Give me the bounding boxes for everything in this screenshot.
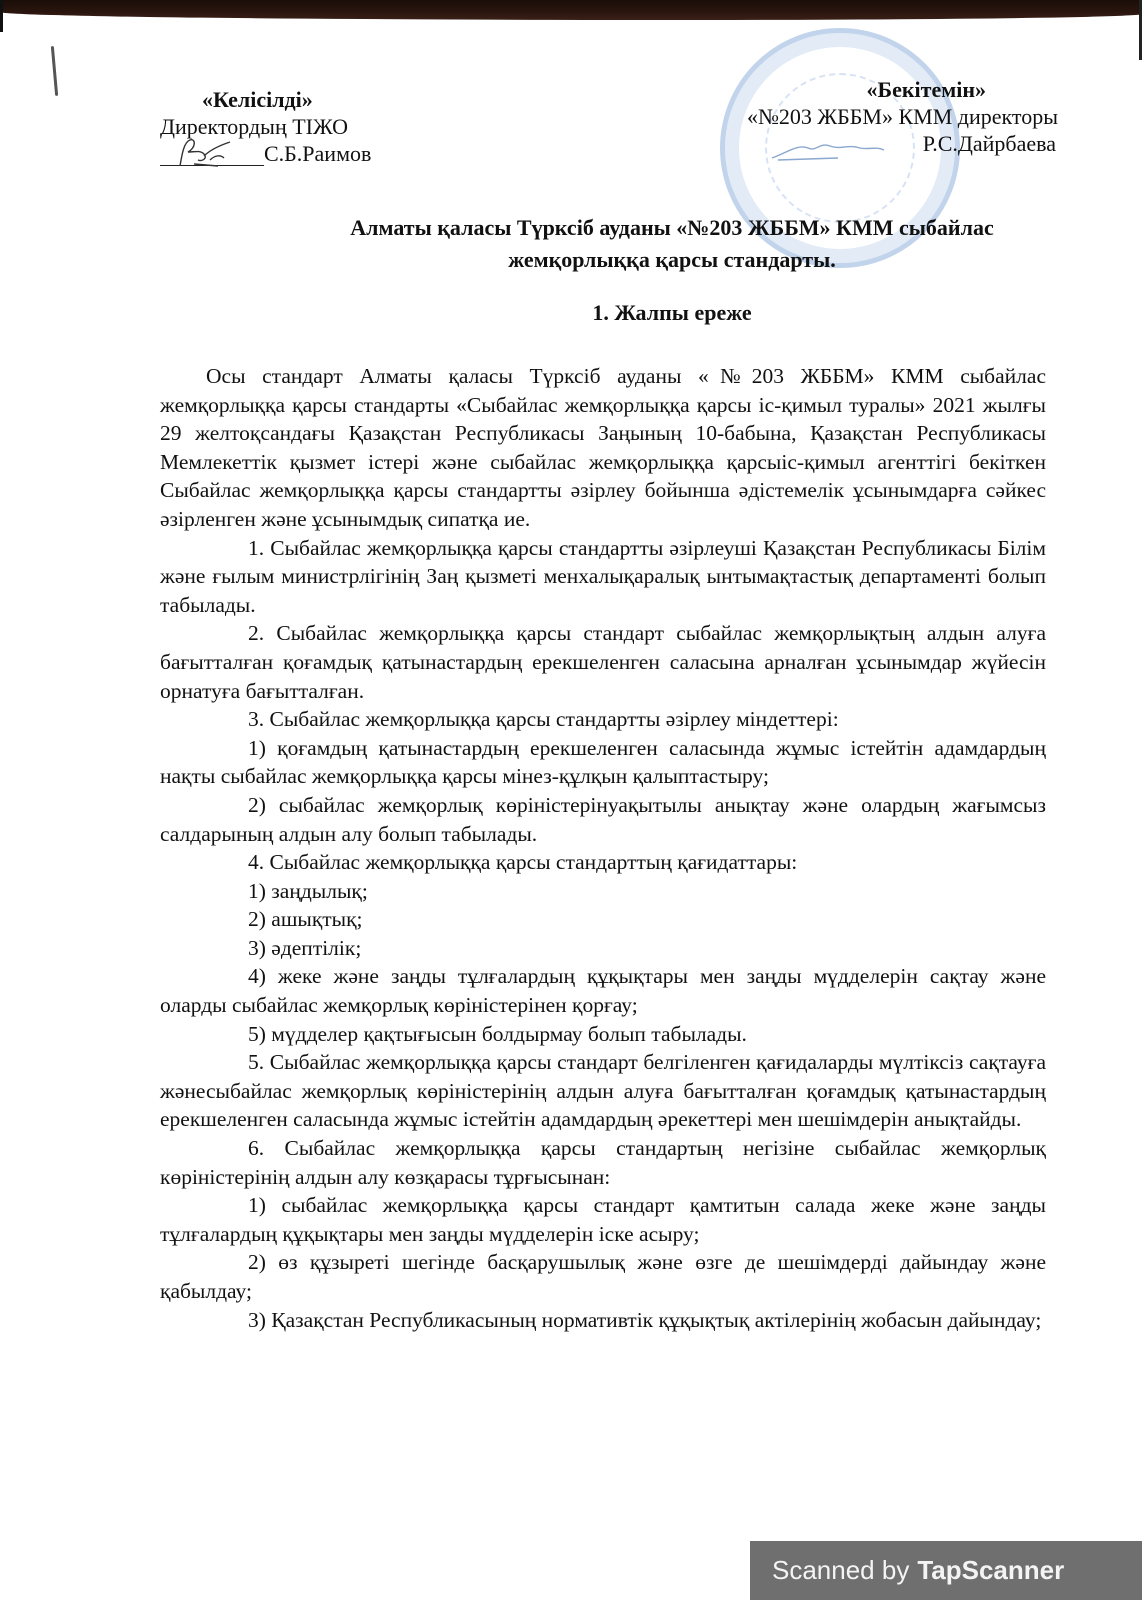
watermark-brand: TapScanner	[917, 1555, 1065, 1585]
watermark-prefix: Scanned by	[772, 1555, 910, 1585]
approved-title: «Бекітемін»	[866, 77, 986, 102]
paragraph-4-item-4: 4) жеке және заңды тұлғалардың құқықтары мен заңды мүдделерін сақтау және оларды сыбайлас жемқорлық көріністерінен қорғау;	[160, 964, 1046, 1018]
paragraph-4-item-2: 2) ашықтық;	[248, 907, 363, 932]
scanner-watermark	[750, 1541, 1142, 1600]
document-title-line-2: жемқорлыққа қарсы стандарты.	[508, 247, 836, 272]
approved-position: «№203 ЖББМ» КММ директоры	[746, 104, 1058, 129]
agreed-signature-line	[160, 140, 371, 167]
paragraph-4-item-1: 1) заңдылық;	[248, 878, 368, 903]
scan-left-shadow	[0, 0, 3, 32]
paragraph-4: 4. Сыбайлас жемқорлыққа қарсы стандарттың қағидаттары:	[248, 850, 798, 875]
approved-name: Р.С.Дайрбаева	[922, 131, 1056, 156]
document-body	[160, 362, 1046, 1334]
agreed-position: Директордың ТІЖО	[160, 114, 349, 139]
paragraph-1: 1. Сыбайлас жемқорлыққа қарсы стандартты әзірлеуші Қазақстан Республикасы Білім және ғылым министрлігінің Заң қызметі менхалықаралық ынтымақтастық департаменті болып табылады.	[160, 535, 1046, 617]
signature-icon	[768, 134, 888, 164]
document-title	[160, 212, 1060, 276]
paragraph-intro: Осы стандарт Алматы қаласы Түрксіб ауданы «№203 ЖББМ» КММ сыбайлас жемқорлыққа қарсы стандарты «Сыбайлас жемқорлыққа қарсы іс-қимыл туралы» 2021 жылғы 29 желтоқсандағы Қазақстан Республикасы Заңының 10-бабына, Қазақстан Республикасы Мемлекеттік қызмет істері және сыбайлас жемқорлыққа қарсыіс-қимыл агенттігі бекіткен Сыбайлас жемқорлыққа қарсы стандартты әзірлеу бойынша әдістемелік ұсынымдарға сәйкес әзірленген және ұсынымдық сипатқа ие.	[160, 364, 1046, 531]
paragraph-6-item-3: 3) Қазақстан Республикасының нормативтік құқықтық актілерінің жобасын дайындау;	[248, 1307, 1042, 1332]
approval-block-approved	[678, 76, 1058, 157]
section-heading: 1. Жалпы ереже	[592, 300, 752, 325]
signature-icon	[174, 136, 234, 170]
document-title-line-1: Алматы қаласы Түрксіб ауданы «№203 ЖББМ» КММ сыбайлас	[350, 215, 994, 240]
paragraph-3-item-2: 2) сыбайлас жемқорлық көріністерінуақытылы анықтау және олардың жағымсыз салдарының алдын алу болып табылады.	[160, 792, 1046, 846]
paragraph-6: 6. Сыбайлас жемқорлыққа қарсы стандартың негізіне сыбайлас жемқорлық көріністерінің алдын алу көзқарасы тұрғысынан:	[160, 1136, 1046, 1189]
paragraph-4-item-3: 3) әдептілік;	[248, 935, 362, 960]
paragraph-6-item-1: 1) сыбайлас жемқорлыққа қарсы стандарт қамтитын салада жеке және заңды тұлғалардың құқықтары мен заңды мүдделерін іске асыру;	[160, 1193, 1046, 1246]
paragraph-4-item-5: 5) мүдделер қақтығысын болдырмау болып табылады.	[248, 1021, 747, 1046]
margin-pen-mark	[51, 46, 58, 96]
paragraph-2: 2. Сыбайлас жемқорлыққа қарсы стандарт сыбайлас жемқорлықтың алдын алуға бағытталған қоғамдық қатынастардың ерекшеленген саласына арналған ұсынымдар жүйесін орнатуға бағытталған.	[160, 621, 1046, 703]
paragraph-5: 5. Сыбайлас жемқорлыққа қарсы стандарт белгіленген қағидаларды мүлтіксіз сақтауға жәнесыбайлас жемқорлық көріністерінің алдын алуға бағытталған қоғамдық қатынастардың ерекшеленген саласында жұмыс істейтін адамдардың әрекеттері мен шешімдерін анықтайды.	[160, 1050, 1046, 1132]
paragraph-3-item-1: 1) қоғамдың қатынастардың ерекшеленген саласында жұмыс істейтін адамдардың нақты сыбайлас жемқорлыққа қарсы мінез-құлқын қалыптастыру;	[160, 735, 1046, 789]
paragraph-3: 3. Сыбайлас жемқорлыққа қарсы стандартты әзірлеу міндеттері:	[248, 707, 839, 732]
paragraph-6-item-2: 2) өз құзыреті шегінде басқарушылық және өзге де шешімдерді дайындау және қабылдау;	[160, 1250, 1046, 1303]
scan-top-shadow	[0, 0, 1142, 20]
agreed-name: С.Б.Раимов	[264, 141, 372, 166]
approval-block-agreed	[160, 86, 371, 167]
agreed-title: «Келісілді»	[202, 87, 313, 112]
